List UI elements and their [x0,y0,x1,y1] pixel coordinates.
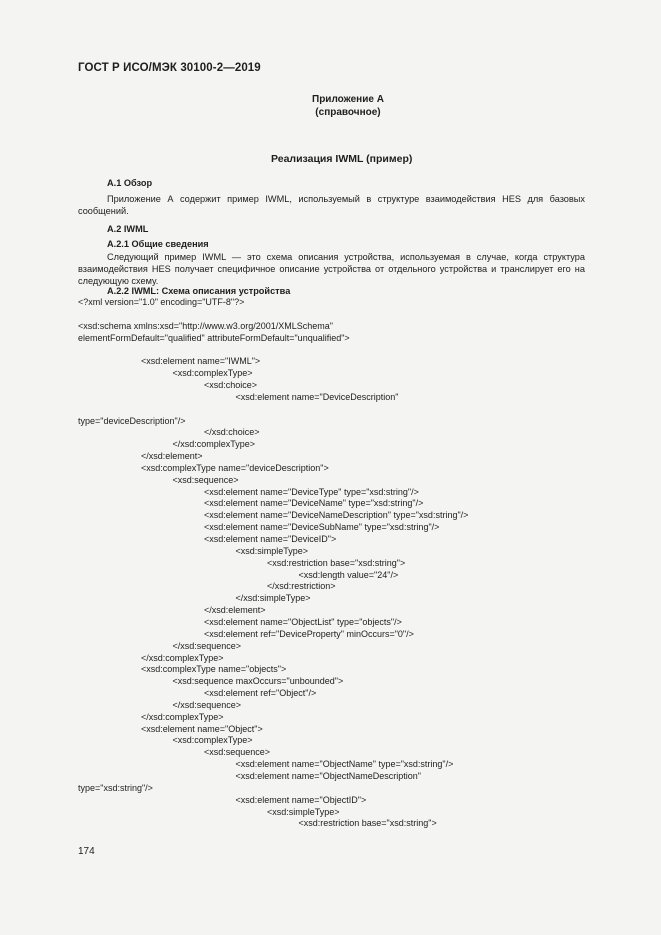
code-line: <xsd:element name="DeviceType" type="xsd:string"/> [204,486,419,497]
code-line: <xsd:element name="DeviceNameDescription" type="xsd:string"/> [204,510,469,521]
code-line: <xsd:element ref="Object"/> [204,688,317,699]
code-line: <xsd:sequence> [204,747,271,758]
code-line: type="xsd:string"/> [78,782,153,793]
code-line: <xsd:element name="ObjectNameDescription" [235,771,421,781]
code-line: <xsd:element name="ObjectName" type="xsd:string"/> [235,759,454,770]
code-line: <xsd:element name="DeviceSubName" type="xsd:string"/> [204,522,440,533]
code-line: <xsd:complexType> [172,368,253,379]
code-line: <xsd:element name="DeviceName" type="xsd:string"/> [204,498,424,509]
code-line: <xsd:sequence maxOccurs="unbounded"> [172,676,344,687]
code-line: <xsd:simpleType> [267,806,340,817]
code-line: </xsd:element> [141,451,203,462]
code-line: </xsd:complexType> [141,652,224,663]
code-line: <xsd:element name="Object"> [141,723,263,734]
section-a2-heading: А.2 IWML [107,224,149,234]
code-line: elementFormDefault="qualified" attributeFormDefault="unqualified"> [78,332,350,343]
code-line: </xsd:simpleType> [235,593,311,604]
code-line: <xsd:element name="DeviceDescription" [235,391,399,402]
section-a1-text: Приложение А содержит пример IWML, используемый в структуре взаимодействия HES для базовых сообщений. [78,194,585,216]
code-line: <xsd:element name="IWML"> [141,356,261,367]
section-a21-heading: А.2.1 Общие сведения [107,239,209,249]
code-line: </xsd:complexType> [141,711,224,722]
code-line: <xsd:element name="ObjectID"> [235,794,367,805]
code-line: </xsd:sequence> [172,640,242,651]
code-line: </xsd:choice> [204,427,260,438]
code-line: <xsd:element name="ObjectList" type="objects"/> [204,616,402,627]
code-line: <xsd:complexType name="deviceDescription"> [141,462,329,473]
code-line: </xsd:complexType> [172,439,256,450]
section-a22-heading: А.2.2 IWML: Схема описания устройства [107,286,291,296]
section-a1-heading: А.1 Обзор [107,178,153,188]
code-line: <xsd:complexType> [172,735,253,746]
standard-header: ГОСТ Р ИСО/МЭК 30100-2—2019 [78,62,261,74]
page-title: Реализация IWML (пример) [271,153,413,165]
code-line: <xsd:element ref="DeviceProperty" minOccurs="0"/> [204,628,414,639]
annex-title: Приложение А [312,94,384,105]
code-line: type="deviceDescription"/> [78,415,186,426]
code-line: </xsd:sequence> [172,699,242,710]
code-line: </xsd:restriction> [267,581,336,592]
code-line: <xsd:length value="24"/> [298,569,399,580]
annex-subtitle: (справочное) [315,107,381,118]
code-line: <xsd:element name="DeviceID"> [204,534,337,544]
code-line: <xsd:complexType name="objects"> [141,664,287,675]
annex-label [312,93,384,119]
page-number: 174 [78,846,95,857]
code-line: <xsd:simpleType> [235,545,309,556]
code-line: <xsd:restriction base="xsd:string"> [267,557,406,568]
code-line: <xsd:schema xmlns:xsd="http://www.w3.org/2001/XMLSchema" [78,320,334,331]
code-line: <xsd:sequence> [172,474,239,485]
code-line: <xsd:choice> [204,379,258,390]
section-a21-text: Следующий пример IWML — это схема описания устройства, используемая в случае, когда структура взаимодействия HES получает специфичное описание устройства от отдельного устройства и транслирует его на следующую схему. [78,252,585,286]
code-line: <?xml version="1.0" encoding="UTF-8"?> [78,297,245,307]
code-line: </xsd:element> [204,605,266,616]
code-line: <xsd:restriction base="xsd:string"> [298,818,437,829]
